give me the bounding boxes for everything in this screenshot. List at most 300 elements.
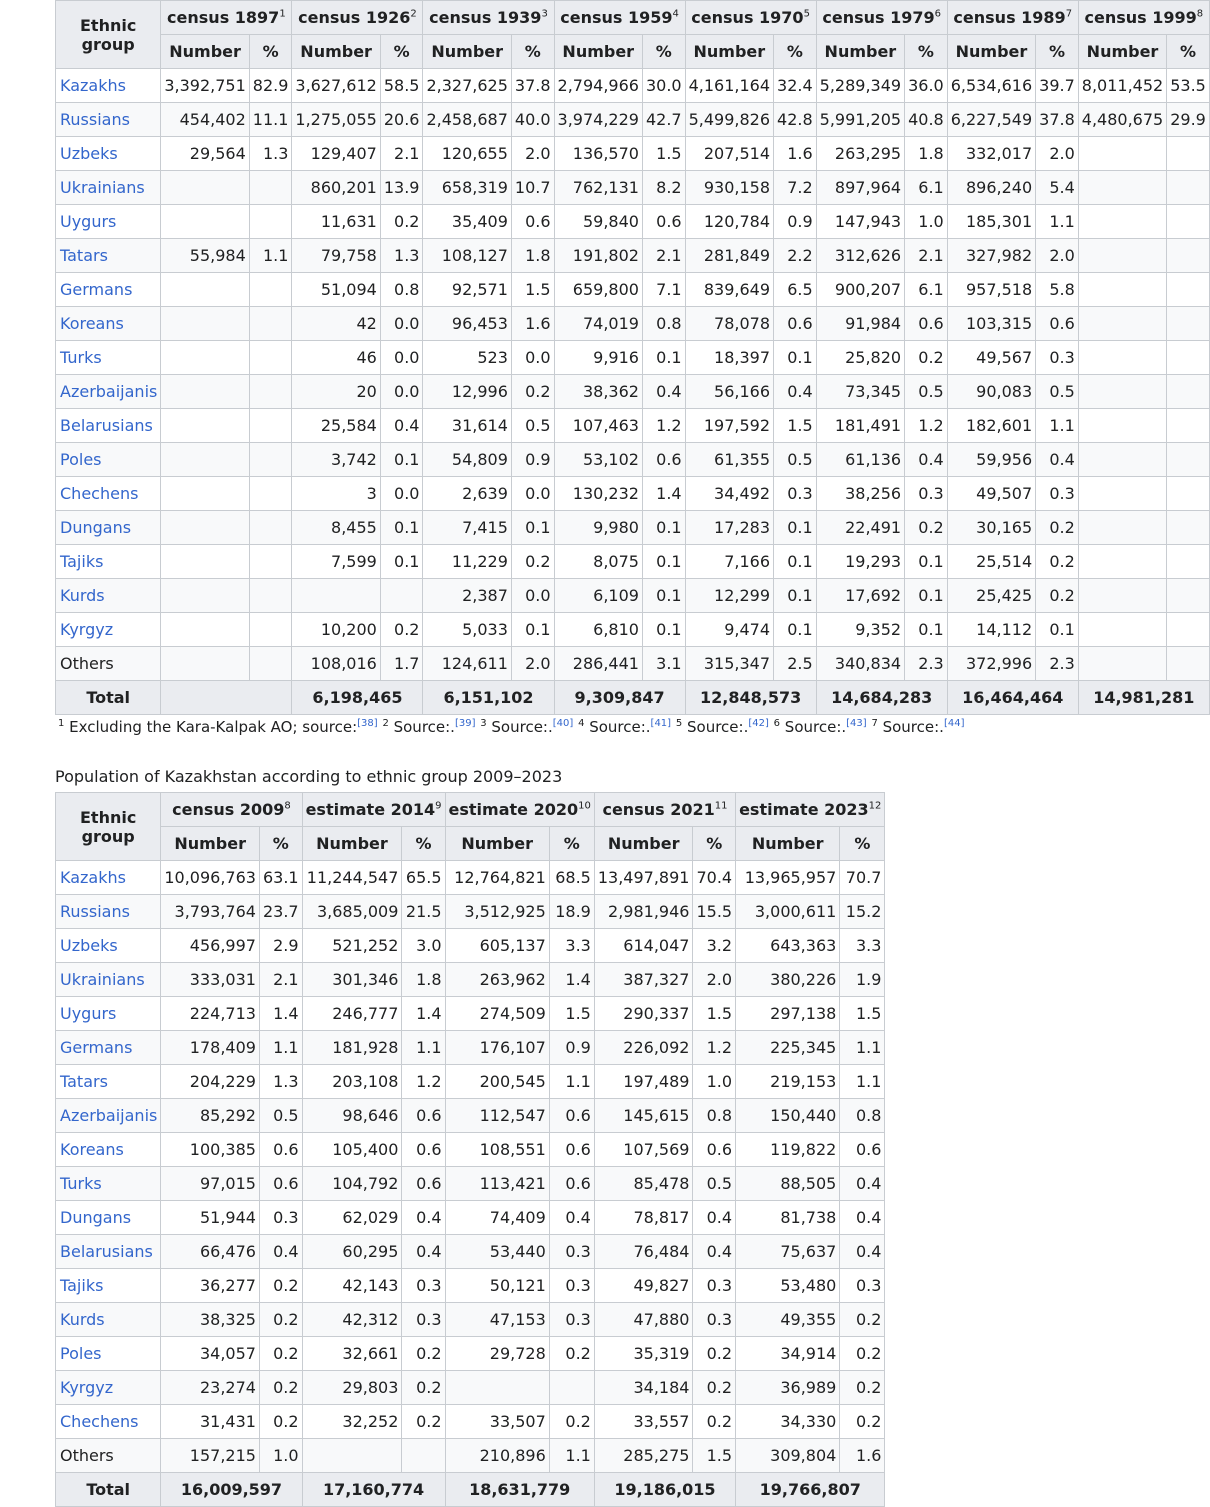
percent-subheader: % [1036, 35, 1079, 69]
percent-cell: 0.8 [380, 273, 423, 307]
number-cell [445, 1371, 549, 1405]
percent-cell [1167, 647, 1210, 681]
percent-cell: 3.3 [549, 929, 594, 963]
percent-cell: 1.5 [774, 409, 817, 443]
percent-cell: 0.5 [259, 1099, 302, 1133]
reference-link[interactable]: [39] [454, 718, 476, 729]
number-cell: 191,802 [554, 239, 642, 273]
table-row [56, 579, 1210, 613]
number-cell: 107,569 [594, 1133, 693, 1167]
percent-cell: 0.3 [259, 1201, 302, 1235]
percent-cell [1167, 375, 1210, 409]
percent-cell: 1.6 [511, 307, 554, 341]
ethnic-group-link[interactable]: Koreans [56, 307, 161, 341]
percent-cell: 1.5 [511, 273, 554, 307]
table-row [56, 69, 1210, 103]
number-cell: 29,564 [161, 137, 249, 171]
percent-cell: 0.1 [511, 511, 554, 545]
reference-link[interactable]: [43] [846, 718, 867, 729]
number-cell [161, 307, 249, 341]
number-cell: 31,614 [423, 409, 511, 443]
reference-link[interactable]: [41] [650, 718, 672, 729]
number-cell: 103,315 [947, 307, 1035, 341]
number-cell: 42,312 [302, 1303, 402, 1337]
percent-cell: 2.1 [380, 137, 423, 171]
percent-cell: 0.5 [774, 443, 817, 477]
percent-cell: 2.3 [905, 647, 948, 681]
percent-cell: 0.1 [774, 579, 817, 613]
table-row [56, 137, 1210, 171]
number-cell: 659,800 [554, 273, 642, 307]
number-cell: 11,244,547 [302, 861, 402, 895]
percent-cell: 6.1 [905, 273, 948, 307]
number-cell: 3,793,764 [161, 895, 260, 929]
percent-cell: 0.1 [905, 613, 948, 647]
ethnic-group-link[interactable]: Germans [56, 1031, 161, 1065]
total-cell: 14,684,283 [816, 681, 947, 715]
percent-cell: 0.4 [693, 1201, 736, 1235]
number-cell: 290,337 [594, 997, 693, 1031]
reference-link[interactable]: [40] [552, 718, 574, 729]
number-cell: 147,943 [816, 205, 904, 239]
percent-cell: 1.1 [549, 1439, 594, 1473]
percent-cell: 0.4 [693, 1235, 736, 1269]
number-cell: 25,514 [947, 545, 1035, 579]
ethnic-group-link[interactable]: Belarusians [56, 409, 161, 443]
ethnic-group-link[interactable]: Ukrainians [56, 171, 161, 205]
number-cell: 3,685,009 [302, 895, 402, 929]
number-subheader: Number [445, 827, 549, 861]
percent-cell: 0.2 [693, 1405, 736, 1439]
percent-cell: 1.1 [840, 1031, 885, 1065]
number-cell: 60,295 [302, 1235, 402, 1269]
number-cell [161, 409, 249, 443]
number-cell: 181,491 [816, 409, 904, 443]
percent-cell: 0.6 [402, 1167, 445, 1201]
number-cell: 225,345 [736, 1031, 840, 1065]
number-cell: 6,227,549 [947, 103, 1035, 137]
number-cell: 29,728 [445, 1337, 549, 1371]
number-cell: 10,096,763 [161, 861, 260, 895]
col-header: estimate 2023$^{12}$ [736, 793, 885, 827]
number-subheader: Number [292, 35, 380, 69]
number-cell: 33,507 [445, 1405, 549, 1439]
reference-link[interactable]: [38] [357, 718, 378, 729]
percent-cell: 0.1 [774, 341, 817, 375]
ethnic-group-link[interactable]: Turks [56, 341, 161, 375]
percent-cell: 21.5 [402, 895, 445, 929]
number-cell: 839,649 [685, 273, 773, 307]
percent-cell: 0.1 [774, 613, 817, 647]
footnote-text: Excluding the Kara-Kalpak AO; source: [64, 718, 358, 736]
percent-cell: 0.6 [642, 443, 685, 477]
number-cell: 6,534,616 [947, 69, 1035, 103]
ethnic-group-label: Others [56, 1439, 161, 1473]
number-cell: 90,083 [947, 375, 1035, 409]
percent-cell: 15.2 [840, 895, 885, 929]
number-cell: 38,325 [161, 1303, 260, 1337]
percent-cell: 63.1 [259, 861, 302, 895]
percent-cell: 0.4 [840, 1201, 885, 1235]
number-cell: 224,713 [161, 997, 260, 1031]
number-subheader: Number [685, 35, 773, 69]
number-cell: 20 [292, 375, 380, 409]
col-header: census 1939$^3$ [423, 1, 554, 35]
footnote-text: Source:. [486, 718, 553, 736]
number-cell: 3,627,612 [292, 69, 380, 103]
number-cell: 51,944 [161, 1201, 260, 1235]
number-cell: 204,229 [161, 1065, 260, 1099]
percent-cell: 3.3 [840, 929, 885, 963]
col-header: census 1989$^7$ [947, 1, 1078, 35]
number-cell: 36,277 [161, 1269, 260, 1303]
number-cell: 36,989 [736, 1371, 840, 1405]
percent-cell: 0.4 [905, 443, 948, 477]
percent-cell: 0.4 [549, 1201, 594, 1235]
total-cell: 6,151,102 [423, 681, 554, 715]
number-cell: 120,655 [423, 137, 511, 171]
census-table-1897-1999 [55, 0, 1210, 715]
percent-cell: 0.2 [840, 1405, 885, 1439]
number-cell [1078, 511, 1166, 545]
percent-cell: 0.1 [380, 545, 423, 579]
number-cell: 957,518 [947, 273, 1035, 307]
number-cell: 197,489 [594, 1065, 693, 1099]
percent-cell: 2.2 [774, 239, 817, 273]
percent-cell: 2.0 [1036, 239, 1079, 273]
number-cell: 31,431 [161, 1405, 260, 1439]
percent-cell: 0.0 [511, 477, 554, 511]
ethnic-group-link[interactable]: Uzbeks [56, 137, 161, 171]
number-cell: 281,849 [685, 239, 773, 273]
footnote-marker: 5 [675, 718, 683, 729]
ethnic-group-link[interactable]: Tatars [56, 1065, 161, 1099]
ethnic-group-link[interactable]: Poles [56, 1337, 161, 1371]
percent-cell: 0.6 [549, 1133, 594, 1167]
number-cell: 113,421 [445, 1167, 549, 1201]
number-cell: 25,820 [816, 341, 904, 375]
table-row [56, 375, 1210, 409]
total-cell: 17,160,774 [302, 1473, 445, 1507]
table-row [56, 613, 1210, 647]
percent-cell: 2.3 [1036, 647, 1079, 681]
footnote-marker: 6 [773, 718, 781, 729]
number-cell: 340,834 [816, 647, 904, 681]
number-cell [1078, 375, 1166, 409]
percent-cell: 40.0 [511, 103, 554, 137]
percent-cell: 37.8 [511, 69, 554, 103]
ethnic-group-link[interactable]: Tajiks [56, 1269, 161, 1303]
total-row [56, 1473, 885, 1507]
percent-cell: 1.5 [549, 997, 594, 1031]
number-subheader: Number [1078, 35, 1166, 69]
number-cell: 119,822 [736, 1133, 840, 1167]
table-row [56, 1439, 885, 1473]
number-cell: 25,425 [947, 579, 1035, 613]
percent-cell: 1.1 [549, 1065, 594, 1099]
ethnic-group-link[interactable]: Azerbaijanis [56, 1099, 161, 1133]
number-cell: 5,991,205 [816, 103, 904, 137]
percent-cell: 0.3 [905, 477, 948, 511]
number-cell: 4,161,164 [685, 69, 773, 103]
percent-cell: 0.0 [380, 341, 423, 375]
footnote-marker: 3 [480, 718, 487, 729]
ethnic-group-link[interactable]: Kazakhs [56, 861, 161, 895]
number-cell: 454,402 [161, 103, 249, 137]
number-cell: 34,184 [594, 1371, 693, 1405]
number-cell: 523 [423, 341, 511, 375]
percent-cell: 1.1 [259, 1031, 302, 1065]
percent-cell: 58.5 [380, 69, 423, 103]
number-subheader: Number [816, 35, 904, 69]
percent-cell: 0.6 [549, 1167, 594, 1201]
table-row [56, 1065, 885, 1099]
percent-cell: 1.4 [259, 997, 302, 1031]
number-cell: 312,626 [816, 239, 904, 273]
number-cell: 33,557 [594, 1405, 693, 1439]
percent-cell [249, 579, 292, 613]
number-cell: 23,274 [161, 1371, 260, 1405]
number-cell [1078, 137, 1166, 171]
percent-cell: 2.0 [511, 137, 554, 171]
percent-subheader: % [774, 35, 817, 69]
percent-cell: 0.4 [774, 375, 817, 409]
percent-cell: 1.5 [693, 1439, 736, 1473]
percent-cell: 0.5 [511, 409, 554, 443]
percent-cell: 70.7 [840, 861, 885, 895]
number-cell: 73,345 [816, 375, 904, 409]
number-cell: 53,102 [554, 443, 642, 477]
number-cell [292, 579, 380, 613]
number-cell: 42,143 [302, 1269, 402, 1303]
number-cell: 219,153 [736, 1065, 840, 1099]
reference-link[interactable]: [42] [748, 718, 769, 729]
number-cell: 12,996 [423, 375, 511, 409]
percent-subheader: % [905, 35, 948, 69]
percent-cell: 23.7 [259, 895, 302, 929]
percent-cell: 5.8 [1036, 273, 1079, 307]
number-cell: 66,476 [161, 1235, 260, 1269]
number-cell: 7,415 [423, 511, 511, 545]
percent-cell [249, 205, 292, 239]
percent-cell: 0.2 [259, 1405, 302, 1439]
percent-cell: 0.1 [380, 511, 423, 545]
col-header: census 1979$^6$ [816, 1, 947, 35]
percent-cell [249, 613, 292, 647]
number-cell: 30,165 [947, 511, 1035, 545]
ethnic-group-header: Ethnic group [56, 1, 161, 69]
percent-cell: 0.4 [642, 375, 685, 409]
percent-cell: 0.6 [693, 1133, 736, 1167]
number-cell: 136,570 [554, 137, 642, 171]
percent-cell: 0.3 [693, 1303, 736, 1337]
number-cell: 50,121 [445, 1269, 549, 1303]
table-row [56, 205, 1210, 239]
number-cell [161, 273, 249, 307]
ethnic-group-link[interactable]: Chechens [56, 1405, 161, 1439]
ethnic-group-link[interactable]: Kyrgyz [56, 1371, 161, 1405]
number-cell: 12,764,821 [445, 861, 549, 895]
ethnic-group-link[interactable]: Tajiks [56, 545, 161, 579]
number-cell [161, 375, 249, 409]
percent-cell: 3.0 [402, 929, 445, 963]
number-subheader: Number [302, 827, 402, 861]
number-cell: 263,295 [816, 137, 904, 171]
percent-cell: 1.1 [249, 239, 292, 273]
percent-cell: 2.1 [642, 239, 685, 273]
table-row [56, 1031, 885, 1065]
number-cell: 34,914 [736, 1337, 840, 1371]
percent-cell: 0.3 [1036, 341, 1079, 375]
percent-cell [402, 1439, 445, 1473]
percent-cell: 70.4 [693, 861, 736, 895]
total-cell: 14,981,281 [1078, 681, 1209, 715]
percent-cell: 1.4 [642, 477, 685, 511]
percent-cell: 0.4 [840, 1235, 885, 1269]
percent-cell: 2.9 [259, 929, 302, 963]
ethnic-group-link[interactable]: Uzbeks [56, 929, 161, 963]
percent-cell: 1.3 [380, 239, 423, 273]
percent-cell [249, 171, 292, 205]
ethnic-group-link[interactable]: Kyrgyz [56, 613, 161, 647]
number-cell: 51,094 [292, 273, 380, 307]
percent-cell: 0.8 [642, 307, 685, 341]
number-cell [161, 647, 249, 681]
ethnic-group-link[interactable]: Belarusians [56, 1235, 161, 1269]
percent-cell: 2.5 [774, 647, 817, 681]
percent-cell: 0.3 [693, 1269, 736, 1303]
number-cell: 1,275,055 [292, 103, 380, 137]
number-cell [161, 171, 249, 205]
percent-cell [249, 341, 292, 375]
percent-cell: 7.2 [774, 171, 817, 205]
reference-link[interactable]: [44] [943, 718, 965, 729]
number-cell: 85,292 [161, 1099, 260, 1133]
percent-cell: 65.5 [402, 861, 445, 895]
number-cell: 10,200 [292, 613, 380, 647]
ethnic-group-link[interactable]: Koreans [56, 1133, 161, 1167]
percent-cell [249, 647, 292, 681]
percent-subheader: % [249, 35, 292, 69]
percent-cell: 2.0 [693, 963, 736, 997]
percent-cell: 0.2 [259, 1371, 302, 1405]
ethnic-group-link[interactable]: Dungans [56, 1201, 161, 1235]
ethnic-group-link[interactable]: Kurds [56, 1303, 161, 1337]
percent-cell: 29.9 [1167, 103, 1210, 137]
number-cell [1078, 477, 1166, 511]
percent-cell: 39.7 [1036, 69, 1079, 103]
ethnic-group-link[interactable]: Poles [56, 443, 161, 477]
percent-cell [380, 579, 423, 613]
percent-cell [249, 307, 292, 341]
ethnic-group-label: Others [56, 647, 161, 681]
col-header: estimate 2014$^9$ [302, 793, 445, 827]
number-subheader: Number [594, 827, 693, 861]
number-cell: 2,794,966 [554, 69, 642, 103]
total-cell: 9,309,847 [554, 681, 685, 715]
percent-cell [1167, 613, 1210, 647]
percent-cell: 1.8 [905, 137, 948, 171]
percent-subheader: % [1167, 35, 1210, 69]
percent-cell: 0.0 [380, 307, 423, 341]
number-cell: 120,784 [685, 205, 773, 239]
number-cell: 49,355 [736, 1303, 840, 1337]
total-cell: 19,186,015 [594, 1473, 735, 1507]
percent-cell: 0.6 [840, 1133, 885, 1167]
percent-cell: 1.5 [840, 997, 885, 1031]
percent-cell: 2.0 [1036, 137, 1079, 171]
number-cell: 456,997 [161, 929, 260, 963]
number-cell: 78,817 [594, 1201, 693, 1235]
table-row [56, 861, 885, 895]
number-cell: 42 [292, 307, 380, 341]
ethnic-group-link[interactable]: Germans [56, 273, 161, 307]
percent-cell: 82.9 [249, 69, 292, 103]
ethnic-group-link[interactable]: Tatars [56, 239, 161, 273]
percent-cell: 0.6 [1036, 307, 1079, 341]
table-row [56, 239, 1210, 273]
percent-cell: 0.2 [905, 511, 948, 545]
ethnic-group-link[interactable]: Kurds [56, 579, 161, 613]
percent-cell: 0.2 [549, 1337, 594, 1371]
percent-subheader: % [840, 827, 885, 861]
number-cell: 226,092 [594, 1031, 693, 1065]
number-cell: 614,047 [594, 929, 693, 963]
percent-cell: 1.1 [402, 1031, 445, 1065]
ethnic-group-link[interactable]: Ukrainians [56, 963, 161, 997]
total-row [56, 681, 1210, 715]
ethnic-group-link[interactable]: Uygurs [56, 997, 161, 1031]
percent-cell: 6.5 [774, 273, 817, 307]
table-row [56, 929, 885, 963]
ethnic-group-link[interactable]: Azerbaijanis [56, 375, 161, 409]
ethnic-group-link[interactable]: Dungans [56, 511, 161, 545]
number-cell [1078, 171, 1166, 205]
ethnic-group-link[interactable]: Uygurs [56, 205, 161, 239]
number-cell [161, 205, 249, 239]
ethnic-group-link[interactable]: Chechens [56, 477, 161, 511]
ethnic-group-link[interactable]: Turks [56, 1167, 161, 1201]
number-cell: 210,896 [445, 1439, 549, 1473]
number-cell: 9,916 [554, 341, 642, 375]
col-header: census 1897$^1$ [161, 1, 292, 35]
percent-cell: 0.6 [511, 205, 554, 239]
number-cell: 2,458,687 [423, 103, 511, 137]
percent-cell: 1.7 [380, 647, 423, 681]
percent-cell [1167, 137, 1210, 171]
number-cell: 3,974,229 [554, 103, 642, 137]
percent-cell: 0.4 [402, 1201, 445, 1235]
number-cell: 182,601 [947, 409, 1035, 443]
ethnic-group-link[interactable]: Russians [56, 895, 161, 929]
ethnic-group-link[interactable]: Russians [56, 103, 161, 137]
percent-cell: 0.2 [402, 1371, 445, 1405]
percent-cell: 0.5 [693, 1167, 736, 1201]
percent-cell: 0.1 [905, 545, 948, 579]
percent-cell [1167, 579, 1210, 613]
number-cell: 17,692 [816, 579, 904, 613]
table-row [56, 341, 1210, 375]
percent-cell: 11.1 [249, 103, 292, 137]
percent-cell: 6.1 [905, 171, 948, 205]
col-header: census 1970$^5$ [685, 1, 816, 35]
number-cell: 76,484 [594, 1235, 693, 1269]
number-cell: 11,229 [423, 545, 511, 579]
ethnic-group-link[interactable]: Kazakhs [56, 69, 161, 103]
number-cell: 25,584 [292, 409, 380, 443]
number-cell: 107,463 [554, 409, 642, 443]
number-cell: 5,289,349 [816, 69, 904, 103]
